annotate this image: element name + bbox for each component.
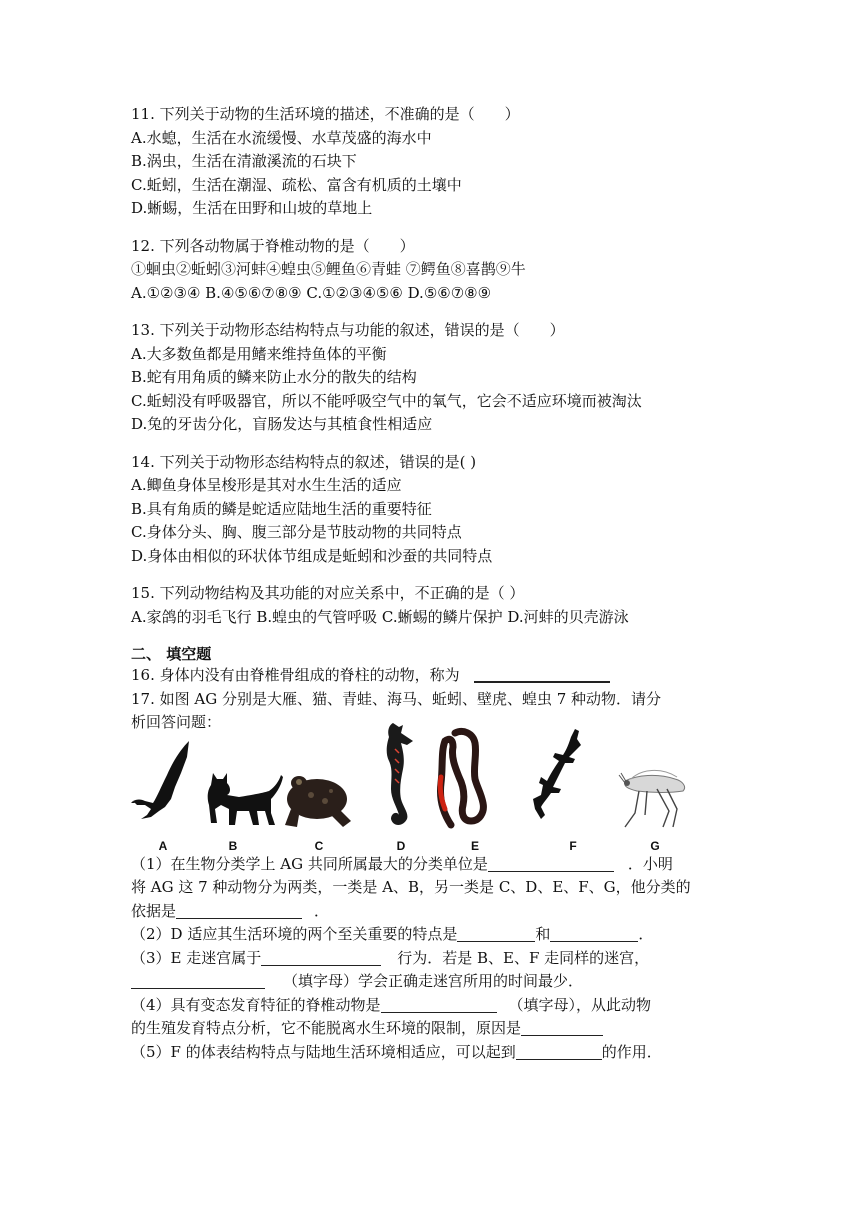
seahorse-image (373, 719, 417, 831)
part-1-text: （1）在生物分类学上 AG 共同所属最大的分类单位是 (131, 854, 488, 873)
figure-label-d: D (396, 838, 406, 853)
question-17-part-4 (131, 994, 731, 1018)
question-stem: 11. 下列关于动物的生活环境的描述，不准确的是（ ） (131, 105, 520, 123)
part-2-end: ． (638, 925, 654, 943)
question-stem: 14. 下列关于动物形态结构特点的叙述，错误的是( ) (131, 452, 477, 471)
part-3-end: （填字母）学会正确走迷宫所用的时间最少． (283, 972, 584, 990)
answer-blank[interactable] (457, 926, 535, 942)
part-5-end: 的作用． (601, 1042, 662, 1061)
part-2-text: （2）D 适应其生活环境的两个至关重要的特点是 (131, 925, 458, 943)
figure-label-a: A (158, 838, 168, 853)
wild-goose-image (131, 739, 193, 831)
figure-label-e: E (470, 838, 479, 853)
question-13 (131, 319, 731, 437)
question-17-part-3 (131, 947, 731, 971)
part-5-text: （5）F 的体表结构特点与陆地生活环境相适应，可以起到 (131, 1042, 516, 1061)
option-b: B.具有角质的鳞是蛇适应陆地生活的重要特征 (131, 499, 432, 518)
frog-image (281, 769, 355, 831)
cat-image (205, 769, 283, 831)
option-d: D.身体由相似的环状体节组成是蚯蚓和沙蚕的共同特点 (131, 546, 493, 565)
option-a: A.水螅，生活在水流缓慢、水草茂盛的海水中 (131, 128, 432, 147)
question-14 (131, 451, 731, 569)
part-2-and: 和 (535, 925, 551, 943)
animal-figure (131, 741, 731, 853)
question-16 (131, 664, 731, 688)
answer-blank[interactable] (176, 903, 302, 919)
section-heading: 二、 填空题 (131, 645, 212, 663)
question-17-intro-cont: 析回答问题： (131, 713, 222, 731)
option-d: D.蜥蜴，生活在田野和山坡的草地上 (131, 199, 373, 217)
answer-blank[interactable] (488, 856, 614, 872)
part-4-reason-text: 的生殖发育特点分析，它不能脱离水生环境的限制，原因是 (131, 1019, 522, 1037)
part-1-text-cont: ．小明 (627, 854, 673, 873)
question-12 (131, 235, 731, 306)
option-c: C.蚯蚓，生活在潮湿、疏松、富含有机质的土壤中 (131, 175, 462, 194)
option-c: C.身体分头、胸、腹三部分是节肢动物的共同特点 (131, 523, 462, 541)
part-3-text: （3）E 走迷宫属于 (131, 948, 262, 967)
question-16-text: 16. 身体内没有由脊椎骨组成的脊柱的动物，称为 (131, 666, 460, 684)
question-17-part-2 (131, 923, 731, 947)
question-17-part-3-cont (131, 970, 731, 994)
part-3-text-cont: 行为．若是 B、E、F 走同样的迷宫， (397, 948, 650, 967)
option-a: A.大多数鱼都是用鳍来维持鱼体的平衡 (131, 344, 387, 363)
figure-label-g: G (650, 838, 660, 853)
question-17-part-1 (131, 853, 731, 877)
question-17-part-1-cont: 将 AG 这 7 种动物分为两类，一类是 A、B，另一类是 C、D、E、F、G，他分类的 (131, 878, 691, 896)
figure-label-b: B (228, 838, 238, 853)
answer-blank[interactable] (474, 666, 610, 683)
answer-blank[interactable] (521, 1020, 603, 1036)
answer-blank[interactable] (131, 973, 265, 989)
question-17-part-1-basis (131, 900, 731, 924)
answer-blank[interactable] (381, 997, 497, 1013)
options-line: A.①②③④ B.④⑤⑥⑦⑧⑨ C.①②③④⑤⑥ D.⑤⑥⑦⑧⑨ (131, 283, 492, 302)
part-4-text-cont: （填字母），从此动物 (508, 995, 652, 1014)
question-stem: 15. 下列动物结构及其功能的对应关系中，不正确的是（ ） (131, 584, 525, 602)
option-c: C.蚯蚓没有呼吸器官，所以不能呼吸空气中的氧气，它会不适应环境而被淘汰 (131, 391, 642, 410)
option-b: B.涡虫，生活在清澈溪流的石块下 (131, 152, 357, 170)
question-17 (131, 688, 731, 1065)
answer-blank[interactable] (261, 950, 381, 966)
options-line: A.家鸽的羽毛飞行 B.蝗虫的气管呼吸 C.蜥蜴的鳞片保护 D.河蚌的贝壳游泳 (131, 607, 629, 626)
answer-blank[interactable] (516, 1044, 602, 1060)
question-11 (131, 103, 731, 221)
question-stem: 13. 下列关于动物形态结构特点与功能的叙述，错误的是（ ） (131, 321, 565, 339)
part-1-end: ． (314, 901, 330, 920)
option-d: D.兔的牙齿分化，盲肠发达与其植食性相适应 (131, 415, 433, 433)
question-15 (131, 582, 731, 629)
question-17-intro: 17. 如图 AG 分别是大雁、猫、青蛙、海马、蚯蚓、壁虎、蝗虫 7 种动物．请分 (131, 689, 662, 708)
option-b: B.蛇有用角质的鳞来防止水分的散失的结构 (131, 368, 417, 386)
part-1-basis-text: 依据是 (131, 901, 177, 920)
locust-image (617, 753, 691, 831)
question-17-part-4-cont (131, 1017, 731, 1041)
answer-blank[interactable] (550, 926, 638, 942)
question-17-part-5 (131, 1041, 731, 1065)
exam-page (131, 103, 731, 1064)
earthworm-image (433, 727, 491, 831)
option-a: A.鲫鱼身体呈梭形是其对水生生活的适应 (131, 476, 402, 494)
part-4-text: （4）具有变态发育特征的脊椎动物是 (131, 995, 381, 1014)
question-stem: 12. 下列各动物属于脊椎动物的是（ ） (131, 236, 415, 255)
figure-label-c: C (314, 838, 324, 853)
gecko-image (531, 727, 591, 831)
animal-list: ①蛔虫②蚯蚓③河蚌④蝗虫⑤鲤鱼⑥青蛙 ⑦鳄鱼⑧喜鹊⑨牛 (131, 260, 526, 278)
figure-label-f: F (569, 838, 577, 853)
